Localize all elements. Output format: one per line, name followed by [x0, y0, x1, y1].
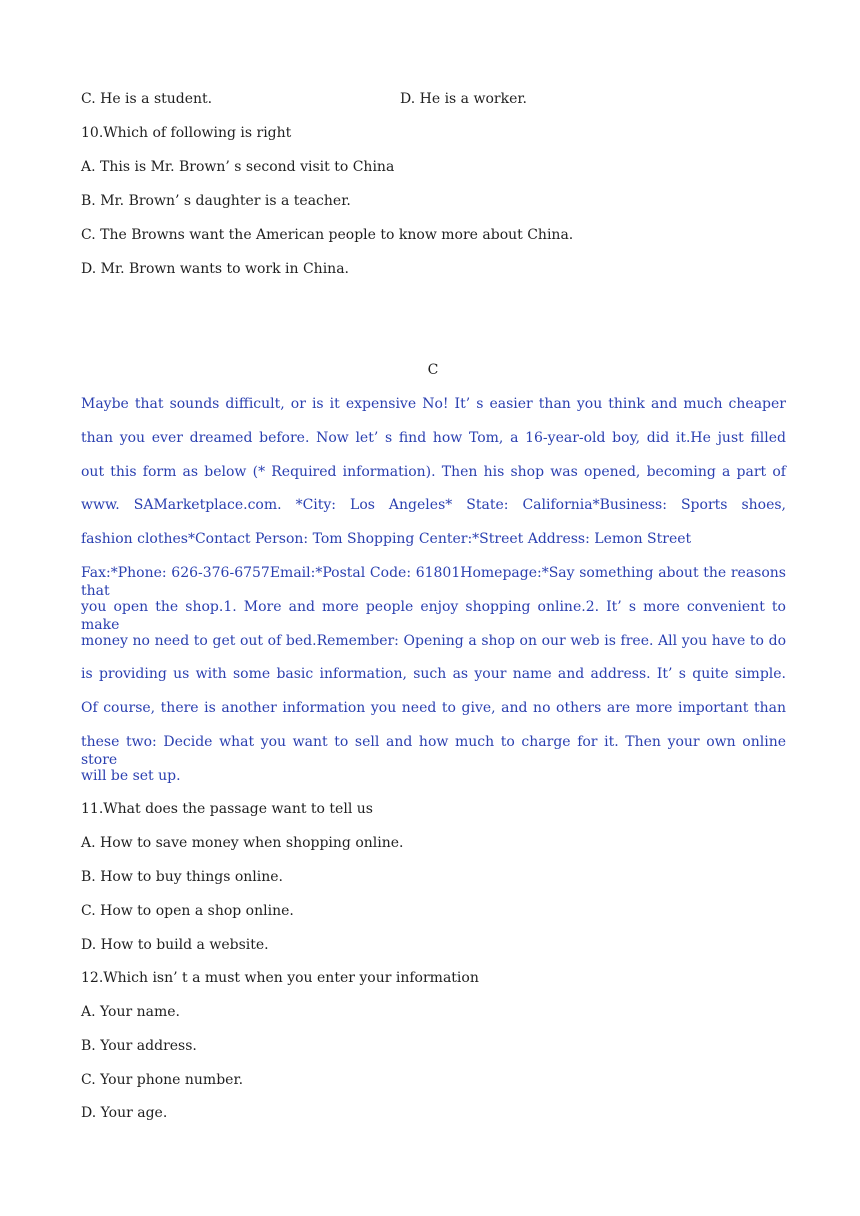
passage-line: you open the shop.1. More and more people enjoy shopping online.2. It’ s more convenient to make — [81, 599, 786, 633]
q10-option-d: D. Mr. Brown wants to work in China. — [81, 261, 349, 277]
passage-line: Of course, there is another information you need to give, and no others are more important than — [81, 700, 786, 716]
q10-option-a: A. This is Mr. Brown’ s second visit to China — [81, 159, 395, 175]
passage-line: Maybe that sounds difficult, or is it expensive No! It’ s easier than you think and much cheaper — [81, 396, 786, 412]
passage-line: than you ever dreamed before. Now let’ s find how Tom, a 16-year-old boy, did it.He just filled — [81, 430, 786, 446]
q12-option-c: C. Your phone number. — [81, 1072, 244, 1088]
q12-question: 12.Which isn’ t a must when you enter your information — [81, 970, 479, 986]
q11-question: 11.What does the passage want to tell us — [81, 801, 373, 817]
q9-option-d: D. He is a worker. — [400, 91, 527, 107]
passage-line: is providing us with some basic information, such as your name and address. It’ s quite simple. — [81, 666, 786, 682]
q10-option-b: B. Mr. Brown’ s daughter is a teacher. — [81, 193, 351, 209]
q12-option-b: B. Your address. — [81, 1038, 197, 1054]
q10-question: 10.Which of following is right — [81, 125, 292, 141]
q9-option-c: C. He is a student. — [81, 91, 213, 107]
passage-line: Fax:*Phone: 626-376-6757Email:*Postal Code: 61801Homepage:*Say something about the reasons that — [81, 565, 786, 599]
q11-option-d: D. How to build a website. — [81, 937, 269, 953]
passage-line: www. SAMarketplace.com. *City: Los Angeles* State: California*Business: Sports shoes, — [81, 497, 786, 513]
q12-option-a: A. Your name. — [81, 1004, 180, 1020]
passage-line: fashion clothes*Contact Person: Tom Shopping Center:*Street Address: Lemon Street — [81, 531, 692, 547]
q11-option-c: C. How to open a shop online. — [81, 903, 294, 919]
q12-option-d: D. Your age. — [81, 1105, 168, 1121]
q11-option-a: A. How to save money when shopping online. — [81, 835, 404, 851]
q11-option-b: B. How to buy things online. — [81, 869, 283, 885]
q10-option-c: C. The Browns want the American people to know more about China. — [81, 227, 574, 243]
passage-line: out this form as below (* Required information). Then his shop was opened, becoming a part of — [81, 464, 786, 480]
passage-line: money no need to get out of bed.Remember: Opening a shop on our web is free. All you have to do — [81, 633, 786, 649]
passage-line: will be set up. — [81, 768, 181, 784]
section-heading: C — [427, 362, 439, 378]
passage-line: these two: Decide what you want to sell and how much to charge for it. Then your own online store — [81, 734, 786, 768]
